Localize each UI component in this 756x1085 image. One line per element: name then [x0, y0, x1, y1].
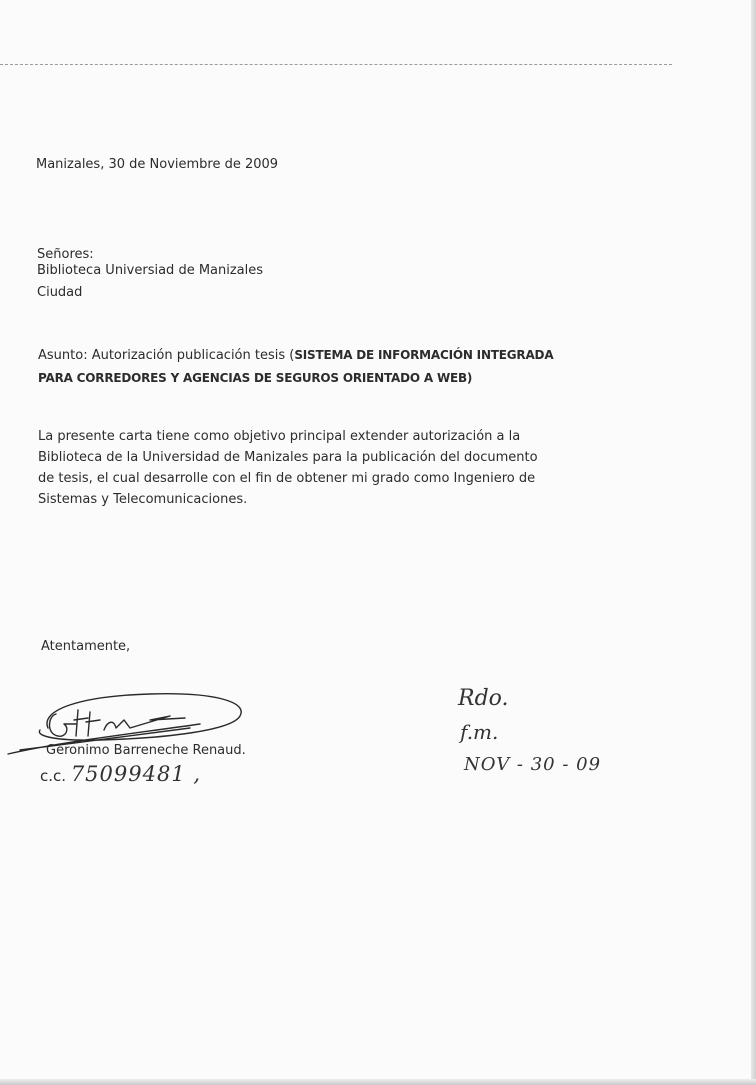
id-prefix: c.c.: [40, 767, 67, 785]
scan-edge-bottom: [0, 1079, 756, 1085]
recipient-institution: Biblioteca Universiad de Manizales: [37, 263, 264, 278]
body-line: La presente carta tiene como objetivo principal extender autorización a la: [38, 429, 521, 444]
received-label: Rdo.: [458, 686, 509, 711]
subject: [38, 344, 553, 390]
subject-line-2: [38, 367, 553, 390]
subject-title-line-1: SISTEMA DE INFORMACIÓN INTEGRADA: [294, 348, 554, 362]
closing: Atentamente,: [41, 639, 131, 654]
received-date: NOV - 30 - 09: [464, 754, 602, 775]
body-line: Biblioteca de la Universidad de Manizales para la publicación del documento: [38, 450, 538, 465]
received-initials: f.m.: [460, 720, 499, 744]
subject-line-1: [38, 344, 553, 367]
subject-prefix: Asunto: Autorización publicación tesis (: [38, 348, 295, 363]
body-paragraph: [38, 426, 538, 510]
date-line: Manizales, 30 de Noviembre de 2009: [36, 157, 279, 172]
body-line: de tesis, el cual desarrolle con el fin de obtener mi grado como Ingeniero de: [38, 471, 536, 486]
recipient-salutation: Señores:: [37, 247, 94, 262]
body-line: Sistemas y Telecomunicaciones.: [38, 492, 248, 507]
signer-name: Geronimo Barreneche Renaud.: [46, 743, 246, 758]
subject-title-line-2: PARA CORREDORES Y AGENCIAS DE SEGUROS ORIENTADO A WEB): [38, 371, 473, 385]
top-rule: [0, 64, 672, 65]
scan-edge-right: [751, 0, 756, 1085]
id-number: 75099481 ,: [70, 762, 202, 786]
signer-id: [40, 764, 201, 787]
recipient-city: Ciudad: [37, 285, 83, 300]
received-annotation: [440, 686, 640, 796]
